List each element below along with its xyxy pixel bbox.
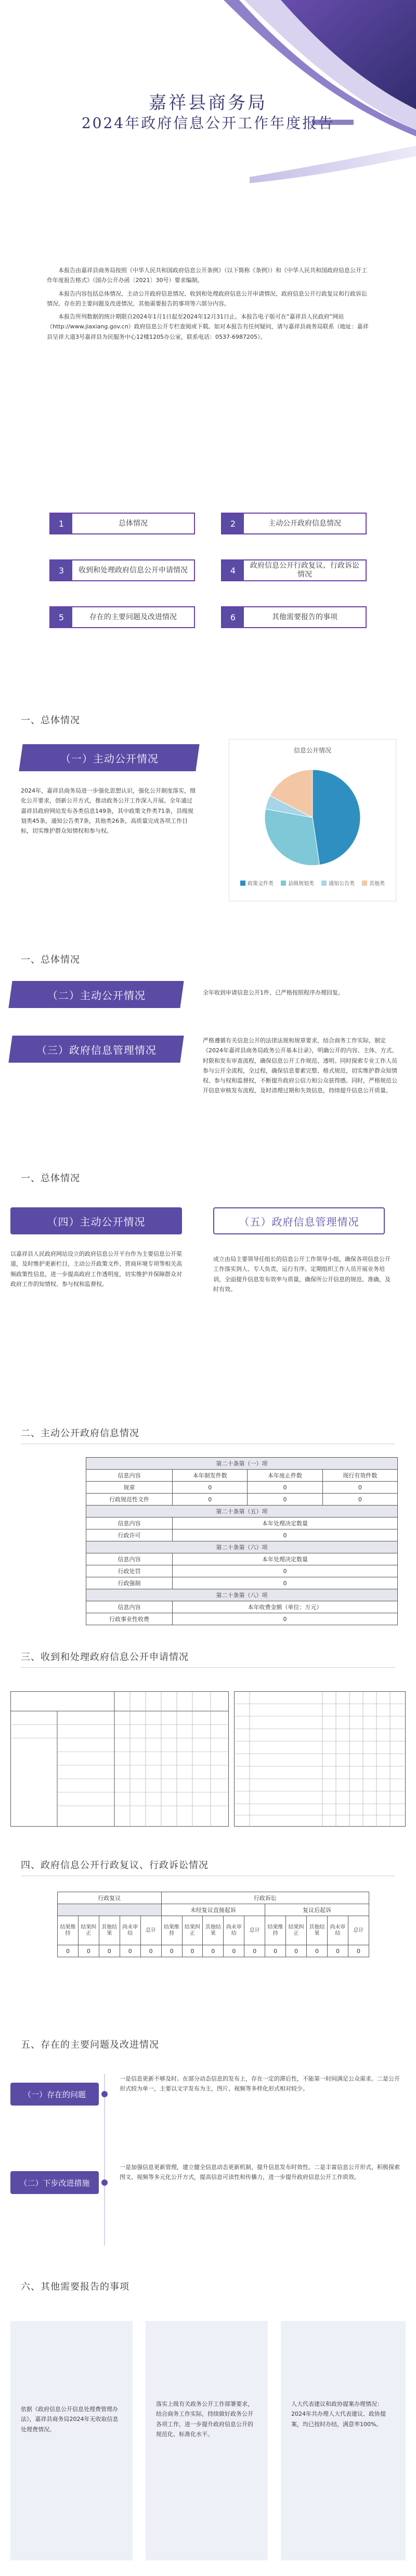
section-title: 二、主动公开政府信息情况	[21, 1428, 139, 1439]
info-card	[281, 2321, 406, 2560]
report-title: 2024年政府信息公开工作年度报告	[81, 114, 335, 132]
table-row	[86, 1529, 398, 1541]
legend-item	[321, 879, 355, 887]
group-header: 行政复议	[58, 1892, 162, 1904]
column-header: 结果纠正	[182, 1916, 203, 1945]
pie-slice	[313, 770, 360, 865]
table-grid	[10, 1691, 229, 1827]
table-cell: 0	[173, 1613, 398, 1625]
table-cell: 本年废止件数	[248, 1470, 322, 1482]
directory-number: 3	[50, 560, 72, 580]
table-cell: 信息内容	[86, 1553, 173, 1565]
legend-item	[281, 879, 314, 887]
timeline-text: 一是信息更新不够及时。在部分动态信息的发布上，存在一定的滞后性，不能第一时间满足公众需求。二是公开形式较为单一，主要以文字发布为主，图片、视频等多样化形式相对较少。	[120, 2075, 400, 2093]
table-cell: 信息内容	[86, 1517, 173, 1529]
group-spacer	[58, 1904, 162, 1916]
disclosure-table	[86, 1457, 398, 1625]
table-row	[86, 1470, 398, 1482]
section-problems	[21, 2037, 395, 2051]
directory-number: 6	[222, 607, 244, 627]
section-title: 四、政府信息公开行政复议、行政诉讼情况	[21, 1860, 209, 1871]
table-cell: 0	[248, 1494, 322, 1506]
directory-number: 1	[50, 514, 72, 533]
timeline-dot	[101, 2179, 108, 2186]
column-header: 总计	[348, 1916, 369, 1945]
timeline-label: （二）下步改进措施	[10, 2171, 99, 2194]
table-grid	[234, 1691, 406, 1827]
section-title: 一、总体情况	[21, 715, 80, 726]
table-cell: 0	[348, 1945, 369, 1957]
column-header: 其他结果	[307, 1916, 328, 1945]
legend-swatch	[281, 881, 286, 886]
table-cell: 0	[248, 1482, 322, 1494]
info-card	[146, 2321, 268, 2560]
legend-label: 县级规划类	[288, 881, 314, 887]
directory-number: 4	[222, 560, 244, 580]
directory-item-overview[interactable]	[49, 513, 195, 534]
legend-label: 其他类	[369, 881, 385, 887]
subsection-text: 成立由局主要领导任组长的信息公开工作领导小组，确保各项信息公开工作落实到人、专人负责，运行有序。定期组织工作人员开展业务培训，全面提升信息发布效率与质量，确保所公开信息的规范、准确，及时有效。	[213, 1256, 391, 1293]
table-cell: 行政强制	[86, 1577, 173, 1589]
section-title: 一、总体情况	[21, 954, 80, 965]
section-active-disclosure	[21, 1426, 395, 1444]
directory-item-other[interactable]	[221, 606, 367, 628]
table-cell: 规章	[86, 1482, 173, 1494]
legend-item	[362, 879, 385, 887]
table-row	[86, 1506, 398, 1517]
column-header: 结果维持	[265, 1916, 286, 1945]
table-cell: 0	[173, 1565, 398, 1577]
report-header	[0, 0, 416, 219]
subsection-title: （五）政府信息管理情况	[239, 1215, 359, 1228]
active-disclosure-table	[86, 1457, 398, 1625]
subsection-text: 以嘉祥县人民政府网站设立的政府信息公开平台作为主要信息公开渠道，及时维护更新栏目，主动公开政策文件、营商环境专项等相关高频政策性信息，进一步提高政府工作透明度，切实维护并保障群众对政府工作的知情权、参与权和监督权。	[10, 1251, 182, 1287]
legend-label: 通知公告类	[329, 881, 355, 887]
directory-item-active-disclosure[interactable]	[221, 513, 367, 534]
table-row	[86, 1541, 398, 1553]
table-cell: 0	[140, 1945, 161, 1957]
table-row	[86, 1601, 398, 1613]
intro-paragraph: 本报告由嘉祥县商务局按照《中华人民共和国政府信息公开条例》（以下简称《条例》）和《中华人民共和国政府信息公开工作年度报告格式》（国办公开办函〔2021〕30号）要求编制。	[47, 267, 367, 284]
org-name: 嘉祥县商务局	[149, 93, 267, 113]
legend-label: 政策文件类	[248, 881, 274, 887]
directory-label: 主动公开政府信息情况	[268, 519, 341, 528]
table-cell: 现行有效件数	[322, 1470, 397, 1482]
table-row	[86, 1494, 398, 1506]
legend-swatch	[240, 881, 245, 886]
table-cell: 0	[327, 1945, 348, 1957]
subsection-title: （四）主动公开情况	[47, 1215, 146, 1228]
card-text: 人大代表建议和政协提案办理情况：2024年共办理人大代表建议、政协提案，均已按时办结，满意率100%。	[291, 2401, 386, 2428]
subsection-pill	[8, 1036, 184, 1063]
table-band: 第二十条第（六）项	[86, 1541, 398, 1553]
table-cell: 信息内容	[86, 1470, 173, 1482]
application-table-left	[10, 1691, 229, 1827]
table-cell: 0	[161, 1945, 182, 1957]
column-header: 其他结果	[203, 1916, 224, 1945]
directory	[0, 513, 416, 653]
column-header: 结果维持	[58, 1916, 79, 1945]
subsection-pill	[19, 744, 199, 771]
table-cell: 0	[99, 1945, 120, 1957]
directory-label: 收到和处理政府信息公开申请情况	[79, 566, 188, 575]
info-card	[10, 2321, 133, 2560]
table-row	[86, 1482, 398, 1494]
table-cell: 0	[78, 1945, 99, 1957]
intro-text	[47, 265, 369, 345]
table-cell: 0	[58, 1945, 79, 1957]
application-table-right	[234, 1691, 406, 1827]
section-divider	[21, 1667, 395, 1668]
table-cell: 行政处罚	[86, 1565, 173, 1577]
table-cell: 本年处理决定数量	[173, 1517, 398, 1529]
section-title: 五、存在的主要问题及改进情况	[21, 2039, 159, 2050]
table-cell: 0	[307, 1945, 328, 1957]
section-overview-1	[21, 713, 395, 726]
column-header: 结果纠正	[78, 1916, 99, 1945]
column-header: 尚未审结	[224, 1916, 244, 1945]
subsection-title: （一）主动公开情况	[60, 752, 159, 765]
directory-item-problems[interactable]	[49, 606, 195, 628]
subsection-pill	[8, 981, 184, 1008]
table-cell: 本年制发件数	[173, 1470, 248, 1482]
table-cell: 行政许可	[86, 1529, 173, 1541]
table-cell: 0	[120, 1945, 140, 1957]
timeline-dot	[101, 2091, 108, 2097]
directory-label: 存在的主要问题及改进情况	[89, 613, 177, 621]
section-applications	[21, 1650, 395, 1668]
table-band: 第二十条第（一）项	[86, 1458, 398, 1470]
table-cell: 0	[244, 1945, 265, 1957]
review-litigation-table	[57, 1892, 369, 1957]
directory-item-review-litigation[interactable]	[221, 559, 367, 581]
column-header: 结果维持	[161, 1916, 182, 1945]
review-table	[57, 1892, 369, 1957]
table-row	[86, 1613, 398, 1625]
table-cell: 0	[322, 1494, 397, 1506]
chart-legend	[240, 879, 385, 887]
intro-paragraph: 本报告所列数据的统计期限自2024年1月1日起至2024年12月31日止。本报告电子版可在“嘉祥县人民政府”网站（http://www.jiaxiang.gov.cn）政府信息公开专栏查阅或下载。如对本报告有任何疑问，请与嘉祥县商务局联系（地址：嘉祥县呈祥大道3号嘉祥县为民服务中心12楼1205办公室，联系电话：0537-6987205）。	[47, 313, 369, 340]
table-band: 第二十条第（五）项	[86, 1506, 398, 1517]
section-other	[21, 2279, 395, 2293]
column-header: 尚未审结	[120, 1916, 140, 1945]
legend-swatch	[321, 881, 327, 886]
table-cell: 0	[173, 1482, 248, 1494]
chart-title: 信息公开情况	[293, 747, 331, 754]
section-review-litigation	[21, 1858, 395, 1876]
timeline-text: 一是加强信息更新管理，建立健全信息动态更新机制，提升信息发布时效性。二是丰富信息公开形式，积极探索图文、视频等多元化公开方式，提高信息可读性和传播力，进一步提升政府信息公开工作质效。	[120, 2164, 400, 2181]
subsection-pill	[213, 1207, 385, 1234]
directory-number: 5	[50, 607, 72, 627]
timeline-line	[104, 2074, 105, 2246]
table-cell: 0	[173, 1494, 248, 1506]
problems-timeline	[0, 2074, 416, 2246]
card-text: 依据《政府信息公开信息处理费管理办法》，嘉祥县商务局2024年无收取信息处理费情况。	[21, 2406, 119, 2433]
subsection-pill	[10, 1207, 182, 1234]
pie-chart	[229, 760, 396, 875]
section-title: 一、总体情况	[21, 1173, 80, 1184]
table-row	[86, 1565, 398, 1577]
table-cell: 信息内容	[86, 1601, 173, 1613]
table-cell: 0	[224, 1945, 244, 1957]
table-cell: 0	[203, 1945, 224, 1957]
table-cell: 0	[286, 1945, 307, 1957]
section-overview-3	[21, 1171, 395, 1184]
legend-item	[240, 879, 274, 887]
section-title: 三、收到和处理政府信息公开申请情况	[21, 1652, 189, 1663]
section-title: 六、其他需要报告的事项	[21, 2281, 129, 2292]
subsection-title: （二）主动公开情况	[47, 989, 146, 1002]
directory-label: 政府信息公开行政复议、行政诉讼情况	[250, 562, 359, 579]
table-band: 第二十条第（八）项	[86, 1589, 398, 1601]
subsection-text: 2024年，嘉祥县商务局进一步强化思想认识，强化公开制度落实，细化公开要求，创新公开方式，推动政务公开工作深入开展。全年通过嘉祥县政府网站发布各类信息149条，其中政策文件类71条，县级规划类45条，通知公告类7条，其他类26条，高质量完成各项工作目标，切实维护群众知情权和参与权。	[21, 787, 196, 834]
column-header: 结果纠正	[286, 1916, 307, 1945]
group-header: 复议后起诉	[265, 1904, 369, 1916]
table-row	[86, 1517, 398, 1529]
table-cell: 0	[265, 1945, 286, 1957]
table-row	[86, 1577, 398, 1589]
table-row	[86, 1553, 398, 1565]
table-cell: 0	[182, 1945, 203, 1957]
subsection-text: 全年收到申请信息公开1件、已严格按照程序办理回复。	[203, 989, 344, 996]
table-cell: 0	[173, 1577, 398, 1589]
group-header: 未经复议直接起诉	[161, 1904, 265, 1916]
table-row	[86, 1458, 398, 1470]
table-row	[86, 1589, 398, 1601]
card-text: 落实上级有关政务公开工作部署要求，结合商务工作实际，持续做好政务公开各项工作，进一步提升政府信息公开的规范化、标准化水平。	[156, 2401, 253, 2438]
group-header: 行政诉讼	[161, 1892, 369, 1904]
directory-label: 总体情况	[119, 519, 148, 528]
column-header: 总计	[140, 1916, 161, 1945]
column-header: 总计	[244, 1916, 265, 1945]
directory-item-applications[interactable]	[49, 559, 195, 581]
directory-number: 2	[222, 514, 244, 533]
subsection-text: 严格遵循有关信息公开的法律法规和规章要求，结合商务工作实际，制定《2024年嘉祥县商务局政务公开基本目录》，明确公开的内容、主体、方式、时限和发布审查流程，确保信息公开工作规范、透明。同时探索专业工作人员参与公开全流程，全过程，确保信息要素完整、格式规范，切实维护群众知情权、参与权和监督权，不断提升政府公信力和公众获得感。同时，严格规范公开信息审核发布流程，及时清理过期和失效信息，持续提升信息公开质量。	[203, 1037, 398, 1094]
disclosure-chart	[229, 739, 396, 901]
table-cell: 本年处理决定数量	[173, 1553, 398, 1565]
subsection-title: （三）政府信息管理情况	[36, 1043, 157, 1056]
column-header: 尚未审结	[327, 1916, 348, 1945]
section-overview-2	[21, 952, 395, 966]
timeline-label: （一）存在的问题	[10, 2083, 99, 2106]
legend-swatch	[362, 881, 367, 886]
intro-paragraph: 本报告内容包括总体情况、主动公开政府信息情况、收到和处理政府信息公开申请情况、政府信息公开行政复议和行政诉讼情况、存在的主要问题及改进情况、其他需要报告的事项等六部分内容。	[47, 290, 367, 307]
table-cell: 0	[322, 1482, 397, 1494]
table-cell: 0	[173, 1529, 398, 1541]
column-header: 其他结果	[99, 1916, 120, 1945]
directory-label: 其他需要报告的事项	[272, 613, 337, 621]
table-cell: 行政规范性文件	[86, 1494, 173, 1506]
table-cell: 行政事业性收费	[86, 1613, 173, 1625]
table-cell: 本年收费金额（单位：万元）	[173, 1601, 398, 1613]
